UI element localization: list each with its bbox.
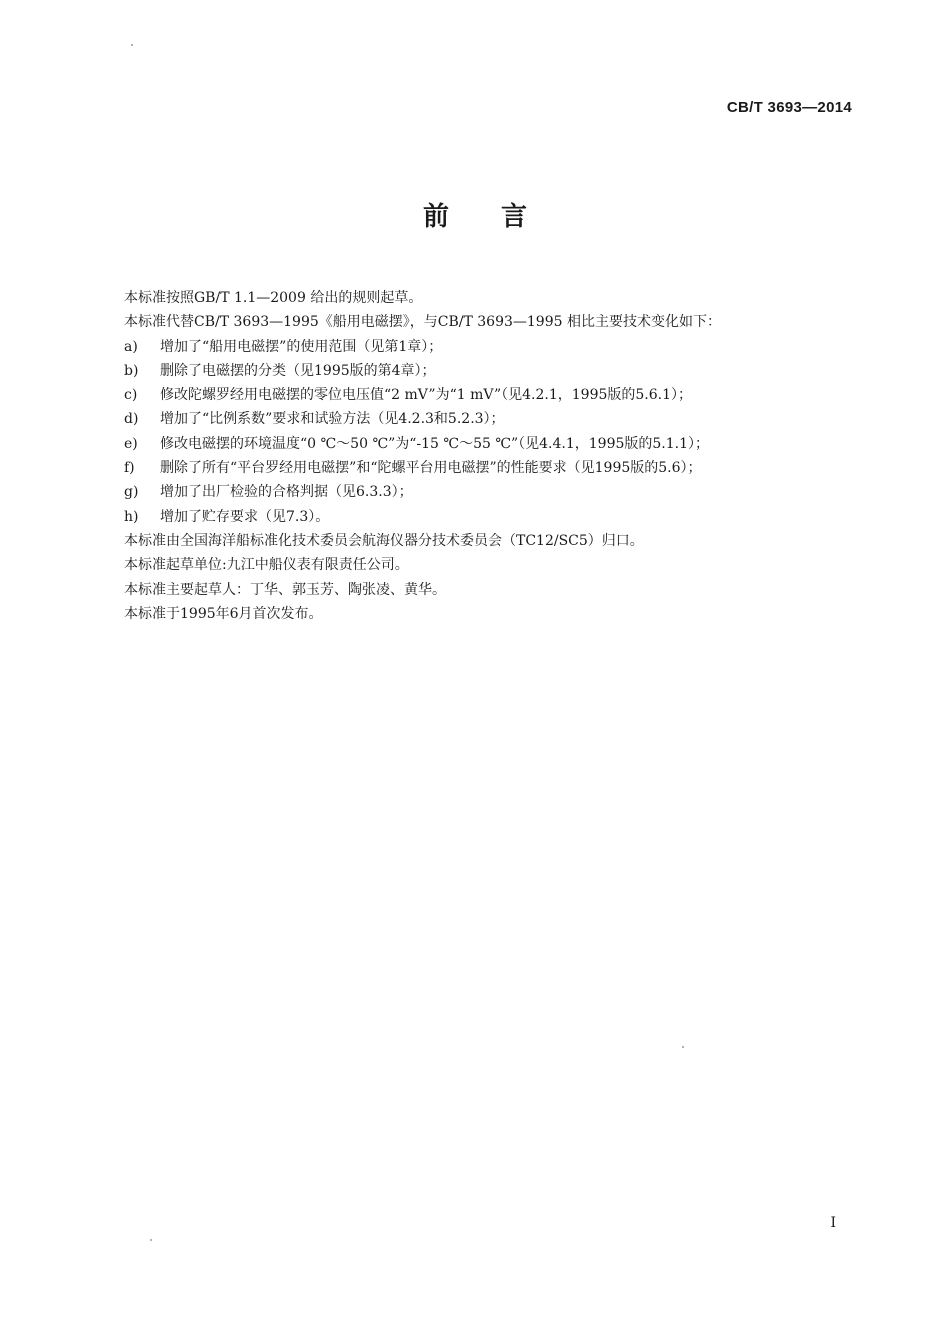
list-text: 修改陀螺罗经用电磁摆的零位电压值“2 mV”为“1 mV”（见4.2.1，1995版的5.6.1）；	[160, 387, 693, 404]
list-item	[124, 383, 854, 407]
list-text: 修改电磁摆的环境温度“0 ℃～50 ℃”为“-15 ℃～55 ℃”（见4.4.1，1995版的5.1.1）；	[160, 435, 710, 452]
paragraph-replacement: 本标准代替CB/T 3693—1995《船用电磁摆》，与CB/T 3693—1995 相比主要技术变化如下：	[124, 314, 721, 331]
list-text: 删除了电磁摆的分类（见1995版的第4章）；	[160, 362, 436, 379]
list-text: 增加了“比例系数”要求和试验方法（见4.2.3和5.2.3）；	[160, 411, 505, 428]
paragraph-drafters: 本标准主要起草人：丁华、郭玉芳、陶张凌、黄华。	[124, 581, 446, 598]
scan-speck	[682, 1046, 684, 1048]
list-letter: g)	[124, 484, 139, 501]
list-letter: e)	[124, 435, 138, 452]
list-item	[124, 456, 854, 480]
list-item	[124, 359, 854, 383]
paragraph-drafting-unit: 本标准起草单位:九江中船仪表有限责任公司。	[124, 557, 409, 574]
list-item	[124, 407, 854, 431]
list-item	[124, 335, 854, 359]
document-body	[124, 286, 854, 626]
scan-speck	[150, 1239, 152, 1241]
list-item	[124, 432, 854, 456]
paragraph-committee: 本标准由全国海洋船标准化技术委员会航海仪器分技术委员会（TC12/SC5）归口。	[124, 532, 644, 549]
list-letter: d)	[124, 411, 139, 428]
list-letter: b)	[124, 362, 139, 379]
list-item	[124, 480, 854, 504]
page-title: 前言	[422, 202, 579, 232]
list-text: 删除了所有“平台罗经用电磁摆”和“陀螺平台用电磁摆”的性能要求（见1995版的5.6）；	[160, 460, 702, 477]
list-text: 增加了出厂检验的合格判据（见6.3.3）；	[160, 484, 413, 501]
list-letter: h)	[124, 508, 139, 525]
list-text: 增加了贮存要求（见7.3）。	[160, 508, 330, 525]
list-item	[124, 505, 854, 529]
list-text: 增加了“船用电磁摆”的使用范围（见第1章）；	[160, 338, 443, 355]
list-letter: c)	[124, 387, 138, 404]
list-letter: f)	[124, 460, 135, 477]
page-number: I	[830, 1215, 836, 1231]
paragraph-drafting-rule: 本标准按照GB/T 1.1—2009 给出的规则起草。	[124, 290, 423, 306]
standard-code: CB/T 3693—2014	[726, 99, 852, 116]
list-letter: a)	[124, 338, 138, 355]
scan-speck	[131, 44, 133, 46]
paragraph-first-release: 本标准于1995年6月首次发布。	[124, 605, 323, 622]
